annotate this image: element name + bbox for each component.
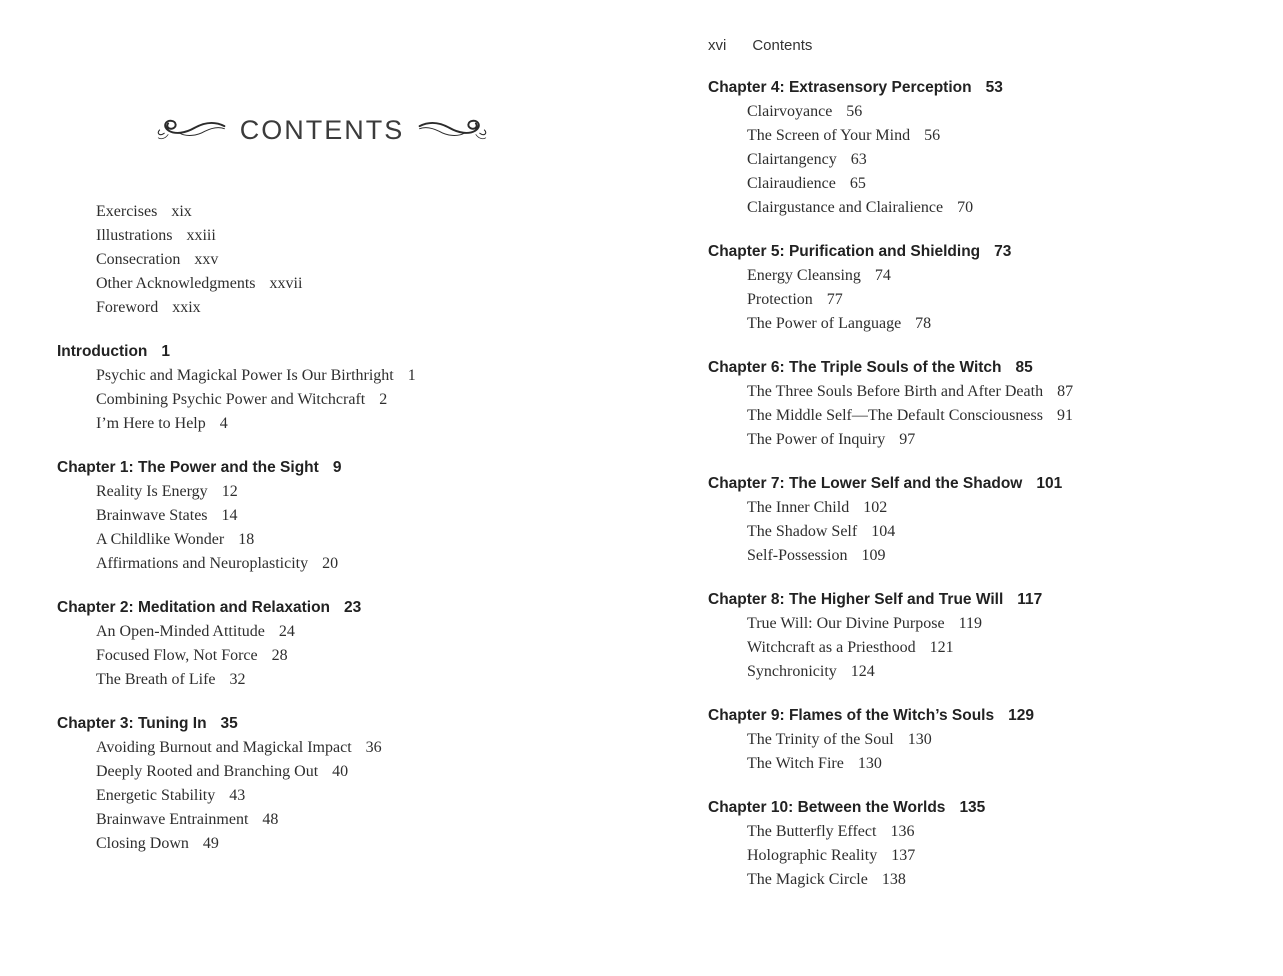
entry-title: Consecration (96, 251, 181, 268)
left-page-sections (57, 340, 587, 856)
toc-section (57, 712, 587, 856)
section-entries (708, 380, 1238, 452)
toc-entry (747, 496, 1238, 520)
section-heading-page-number: 35 (220, 715, 238, 732)
section-heading-page-number: 135 (959, 799, 986, 816)
front-matter-list (57, 200, 587, 320)
toc-section (708, 704, 1238, 776)
toc-entry (96, 528, 587, 552)
entry-page-number: 65 (849, 175, 866, 192)
toc-entry (96, 552, 587, 576)
toc-entry (96, 296, 587, 320)
entry-title: The Trinity of the Soul (747, 731, 894, 748)
entry-title: Clairaudience (747, 175, 836, 192)
section-entries (708, 728, 1238, 776)
section-heading (708, 76, 1238, 100)
toc-entry (96, 480, 587, 504)
section-heading-title: Chapter 4: Extrasensory Perception (708, 79, 972, 96)
toc-entry (747, 172, 1238, 196)
toc-entry (747, 752, 1238, 776)
entry-title: Synchronicity (747, 663, 837, 680)
toc-section (708, 76, 1238, 220)
section-heading-page-number: 23 (344, 599, 362, 616)
entry-page-number: 78 (915, 315, 932, 332)
section-heading (57, 340, 587, 364)
entry-title: The Power of Inquiry (747, 431, 886, 448)
entry-page-number: 12 (221, 483, 238, 500)
entry-title: Clairtangency (747, 151, 837, 168)
entry-page-number: 28 (271, 647, 288, 664)
section-entries (57, 736, 587, 856)
section-heading (708, 472, 1238, 496)
section-heading-title: Introduction (57, 343, 148, 360)
flourish-left-icon (155, 116, 227, 144)
entry-title: Affirmations and Neuroplasticity (96, 555, 309, 572)
entry-page-number: 40 (332, 763, 349, 780)
entry-page-number: 121 (929, 639, 954, 656)
toc-entry (96, 832, 587, 856)
entry-page-number: 102 (863, 499, 888, 516)
section-heading-title: Chapter 9: Flames of the Witch’s Souls (708, 707, 995, 724)
section-heading-title: Chapter 7: The Lower Self and the Shadow (708, 475, 1023, 492)
toc-entry (747, 520, 1238, 544)
section-heading (708, 356, 1238, 380)
running-header (708, 37, 1238, 54)
entry-page-number: 124 (850, 663, 875, 680)
entry-title: Holographic Reality (747, 847, 878, 864)
entry-title: Clairvoyance (747, 103, 833, 120)
entry-title: The Inner Child (747, 499, 850, 516)
entry-title: Exercises (96, 203, 158, 220)
entry-page-number: 2 (379, 391, 388, 408)
entry-page-number: xxv (194, 251, 219, 268)
entry-title: Self-Possession (747, 547, 848, 564)
entry-title: True Will: Our Divine Purpose (747, 615, 945, 632)
entry-page-number: 138 (881, 871, 906, 888)
right-page-sections (708, 76, 1238, 892)
entry-title: Psychic and Magickal Power Is Our Birthright (96, 367, 394, 384)
toc-entry (747, 196, 1238, 220)
section-entries (708, 820, 1238, 892)
toc-section (708, 588, 1238, 684)
entry-page-number: 137 (891, 847, 916, 864)
entry-page-number: 48 (262, 811, 279, 828)
entry-title: The Butterfly Effect (747, 823, 877, 840)
toc-entry (96, 668, 587, 692)
entry-title: Protection (747, 291, 813, 308)
toc-entry (96, 224, 587, 248)
contents-title-row (57, 108, 587, 152)
section-entries (708, 264, 1238, 336)
toc-entry (747, 264, 1238, 288)
toc-entry (747, 312, 1238, 336)
section-heading (57, 456, 587, 480)
entry-page-number: 14 (221, 507, 238, 524)
section-heading-page-number: 9 (332, 459, 342, 476)
entry-page-number: 56 (846, 103, 863, 120)
page-right (708, 0, 1238, 892)
entry-title: Other Acknowledgments (96, 275, 256, 292)
entry-title: Brainwave States (96, 507, 208, 524)
section-heading-page-number: 73 (994, 243, 1012, 260)
entry-title: Deeply Rooted and Branching Out (96, 763, 319, 780)
section-heading-title: Chapter 3: Tuning In (57, 715, 207, 732)
entry-page-number: 97 (899, 431, 916, 448)
toc-entry (747, 100, 1238, 124)
entry-page-number: 104 (871, 523, 896, 540)
entry-page-number: 1 (407, 367, 416, 384)
entry-page-number: xxix (172, 299, 201, 316)
toc-entry (747, 844, 1238, 868)
section-heading-title: Chapter 2: Meditation and Relaxation (57, 599, 331, 616)
toc-entry (96, 364, 587, 388)
toc-entry (96, 412, 587, 436)
entry-page-number: 109 (861, 547, 886, 564)
section-heading (708, 588, 1238, 612)
entry-page-number: xxvii (269, 275, 303, 292)
toc-entry (747, 380, 1238, 404)
toc-entry (96, 272, 587, 296)
section-entries (708, 612, 1238, 684)
toc-entry (96, 620, 587, 644)
entry-page-number: 56 (924, 127, 941, 144)
entry-page-number: 4 (219, 415, 228, 432)
section-entries (708, 496, 1238, 568)
entry-title: A Childlike Wonder (96, 531, 225, 548)
entry-page-number: 70 (957, 199, 974, 216)
entry-title: Closing Down (96, 835, 189, 852)
toc-section (708, 472, 1238, 568)
toc-entry (747, 148, 1238, 172)
entry-page-number: 119 (958, 615, 982, 632)
section-entries (57, 620, 587, 692)
section-heading-page-number: 129 (1008, 707, 1034, 724)
toc-entry (96, 504, 587, 528)
entry-title: Witchcraft as a Priesthood (747, 639, 916, 656)
entry-title: An Open-Minded Attitude (96, 623, 265, 640)
entry-title: I’m Here to Help (96, 415, 206, 432)
toc-entry (747, 868, 1238, 892)
entry-title: Focused Flow, Not Force (96, 647, 258, 664)
toc-entry (96, 248, 587, 272)
entry-title: Brainwave Entrainment (96, 811, 249, 828)
contents-title: CONTENTS (239, 114, 405, 145)
section-entries (57, 364, 587, 436)
entry-page-number: xix (171, 203, 192, 220)
section-heading-title: Chapter 5: Purification and Shielding (708, 243, 981, 260)
entry-page-number: 18 (238, 531, 255, 548)
entry-page-number: 43 (229, 787, 246, 804)
entry-page-number: 130 (857, 755, 882, 772)
entry-page-number: 36 (365, 739, 382, 756)
toc-entry (96, 760, 587, 784)
entry-title: Reality Is Energy (96, 483, 208, 500)
entry-title: The Shadow Self (747, 523, 858, 540)
toc-entry (96, 644, 587, 668)
entry-title: The Witch Fire (747, 755, 844, 772)
section-entries (57, 480, 587, 576)
toc-entry (747, 820, 1238, 844)
folio-page-number: xvi (708, 37, 727, 54)
section-heading-title: Chapter 8: The Higher Self and True Will (708, 591, 1004, 608)
toc-section (708, 356, 1238, 452)
section-heading-page-number: 117 (1017, 591, 1043, 608)
entry-page-number: 49 (202, 835, 219, 852)
section-heading (708, 796, 1238, 820)
toc-entry (747, 404, 1238, 428)
toc-entry (747, 660, 1238, 684)
section-heading (57, 712, 587, 736)
section-heading-page-number: 101 (1036, 475, 1063, 492)
toc-entry (96, 736, 587, 760)
entry-title: Clairgustance and Clairalience (747, 199, 944, 216)
toc-section (57, 340, 587, 436)
flourish-right-icon (417, 116, 489, 144)
running-header-title: Contents (752, 37, 813, 54)
toc-entry (747, 636, 1238, 660)
entry-page-number: 32 (229, 671, 246, 688)
toc-section (57, 596, 587, 692)
toc-section (708, 240, 1238, 336)
toc-entry (96, 784, 587, 808)
entry-title: Combining Psychic Power and Witchcraft (96, 391, 366, 408)
entry-title: Energy Cleansing (747, 267, 861, 284)
section-heading-page-number: 53 (985, 79, 1003, 96)
entry-title: Foreword (96, 299, 159, 316)
entry-page-number: 77 (826, 291, 843, 308)
section-heading (708, 240, 1238, 264)
entry-page-number: 130 (907, 731, 932, 748)
toc-section (708, 796, 1238, 892)
entry-page-number: 24 (278, 623, 295, 640)
entry-title: Energetic Stability (96, 787, 216, 804)
toc-entry (747, 288, 1238, 312)
entry-page-number: 63 (850, 151, 867, 168)
toc-entry (96, 808, 587, 832)
entry-title: The Breath of Life (96, 671, 216, 688)
entry-page-number: 91 (1056, 407, 1073, 424)
entry-page-number: 74 (874, 267, 891, 284)
toc-entry (747, 124, 1238, 148)
entry-title: The Power of Language (747, 315, 902, 332)
entry-title: Illustrations (96, 227, 173, 244)
section-heading-title: Chapter 6: The Triple Souls of the Witch (708, 359, 1002, 376)
section-heading-title: Chapter 1: The Power and the Sight (57, 459, 319, 476)
section-entries (708, 100, 1238, 220)
entry-title: The Three Souls Before Birth and After Death (747, 383, 1044, 400)
toc-section (57, 456, 587, 576)
toc-entry (747, 544, 1238, 568)
entry-page-number: xxiii (186, 227, 216, 244)
entry-title: The Screen of Your Mind (747, 127, 911, 144)
entry-title: The Middle Self—The Default Consciousness (747, 407, 1043, 424)
toc-entry (747, 612, 1238, 636)
entry-title: The Magick Circle (747, 871, 868, 888)
toc-entry (96, 388, 587, 412)
toc-entry (96, 200, 587, 224)
section-heading-page-number: 85 (1015, 359, 1033, 376)
entry-title: Avoiding Burnout and Magickal Impact (96, 739, 352, 756)
entry-page-number: 20 (322, 555, 339, 572)
entry-page-number: 136 (890, 823, 915, 840)
toc-entry (747, 728, 1238, 752)
section-heading (708, 704, 1238, 728)
page-left (57, 0, 587, 856)
entry-page-number: 87 (1057, 383, 1074, 400)
section-heading-title: Chapter 10: Between the Worlds (708, 799, 946, 816)
section-heading-page-number: 1 (161, 343, 171, 360)
toc-entry (747, 428, 1238, 452)
section-heading (57, 596, 587, 620)
